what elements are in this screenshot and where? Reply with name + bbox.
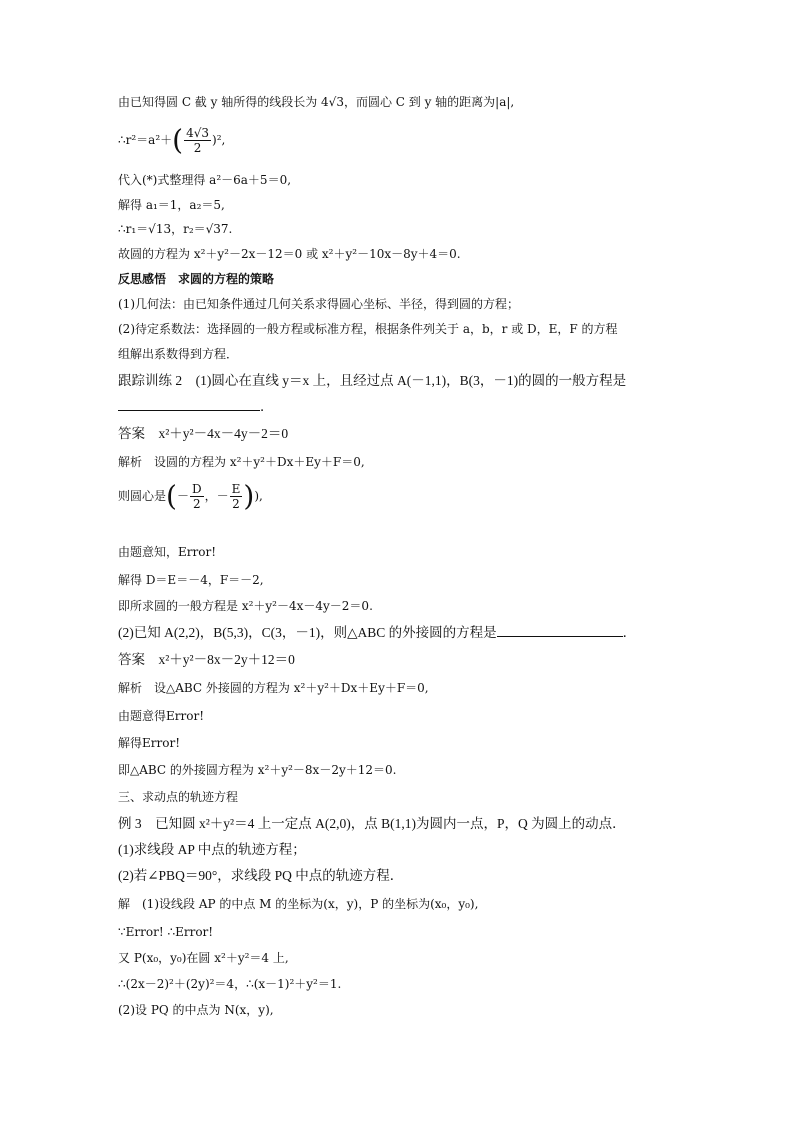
equation-text: )², [212, 133, 226, 147]
equation-line [118, 123, 226, 157]
text-line: ∵Error! ∴Error! [118, 925, 214, 939]
answer-blank [497, 624, 623, 637]
paren-open: ( [172, 123, 184, 157]
text-line: 组解出系数得到方程． [118, 347, 239, 361]
text-line: 解得 a₁＝1，a₂＝5, [118, 198, 225, 212]
text-line: (1)几何法：由已知条件通过几何关系求得圆心坐标、半径，得到圆的方程； [118, 297, 520, 311]
equation-text: ，－ [204, 489, 229, 503]
fraction-numerator: 4√3 [186, 126, 210, 140]
text-line: (2)设 PQ 的中点为 N(x，y), [118, 1003, 274, 1017]
text-line: 即所求圆的一般方程是 x²＋y²－4x－4y－2＝0. [118, 599, 373, 613]
equation-text: － [176, 489, 189, 503]
fraction [190, 482, 204, 511]
text-line: ∴r₁＝√13，r₂＝√37. [118, 222, 233, 236]
question-text: (2)已知 A(2,2)，B(5,3)，C(3，－1)，则△ABC 的外接圆的方程是 [118, 625, 497, 640]
text-line: 由已知得圆 C 截 y 轴所得的线段长为 4√3，而圆心 C 到 y 轴的距离为|a|, [118, 95, 515, 109]
text-line: 故圆的方程为 x²＋y²－2x－12＝0 或 x²＋y²－10x－8y＋4＝0. [118, 247, 461, 261]
equation-text: ), [254, 489, 263, 503]
analysis-line: 解析 设△ABC 外接圆的方程为 x²＋y²＋Dx＋Ey＋F＝0, [118, 681, 429, 695]
paren-open: ( [166, 479, 177, 513]
equation-text: ∴r²＝a²＋ [118, 133, 173, 147]
text-line: 代入(*)式整理得 a²－6a＋5＝0, [118, 173, 292, 187]
fraction-denominator: 2 [193, 141, 202, 155]
blank-period: ． [622, 625, 637, 640]
fraction-numerator: E [231, 482, 241, 496]
section-heading: 三、求动点的轨迹方程 [118, 790, 239, 804]
analysis-line: 解析 设圆的方程为 x²＋y²＋Dx＋Ey＋F＝0, [118, 455, 365, 469]
text-line: ∴(2x－2)²＋(2y)²＝4，∴(x－1)²＋y²＝1. [118, 977, 342, 991]
answer-line: 答案 x²＋y²－8x－2y＋12＝0 [118, 652, 295, 667]
text-line: 又 P(x₀，y₀)在圆 x²＋y²＝4 上, [118, 951, 289, 965]
fraction-denominator: 2 [232, 497, 240, 511]
blank-period: ． [260, 399, 274, 414]
text-line: 解得Error! [118, 736, 181, 750]
answer-line: 答案 x²＋y²－4x－4y－2＝0 [118, 426, 289, 441]
text-line: (2)若∠PBQ＝90°，求线段 PQ 中点的轨迹方程． [118, 868, 404, 883]
fraction [230, 482, 243, 511]
fraction-denominator: 2 [192, 497, 201, 511]
equation-text: 则圆心是 [118, 489, 167, 503]
exercise-question [118, 624, 636, 641]
text-line: 由题意得Error! [118, 709, 205, 723]
answer-blank-line [118, 398, 274, 415]
example-title: 例 3 已知圆 x²＋y²＝4 上一定点 A(2,0)，点 B(1,1)为圆内一点，P，Q 为圆上的动点． [118, 816, 626, 831]
fraction [184, 126, 211, 155]
text-line: (2)待定系数法：选择圆的一般方程或标准方程，根据条件列关于 a，b，r 或 D，E，F 的方程 [118, 322, 618, 336]
exercise-title: 跟踪训练 2 (1)圆心在直线 y＝x 上，且经过点 A(－1,1)，B(3，－1)的圆的一般方程是 [118, 373, 627, 388]
text-line: 由题意知，Error! [118, 545, 217, 559]
answer-blank [118, 398, 260, 411]
solution-line: 解 (1)设线段 AP 的中点 M 的坐标为(x，y)，P 的坐标为(x₀，y₀), [118, 897, 479, 911]
text-line: 即△ABC 的外接圆方程为 x²＋y²－8x－2y＋12＝0. [118, 763, 397, 777]
equation-line [118, 479, 263, 513]
paren-close: ) [243, 479, 255, 513]
text-line: (1)求线段 AP 中点的轨迹方程； [118, 842, 306, 857]
section-heading: 反思感悟 求圆的方程的策略 [118, 272, 275, 286]
fraction-numerator: D [191, 482, 202, 496]
text-line: 解得 D＝E＝－4，F＝－2, [118, 573, 264, 587]
